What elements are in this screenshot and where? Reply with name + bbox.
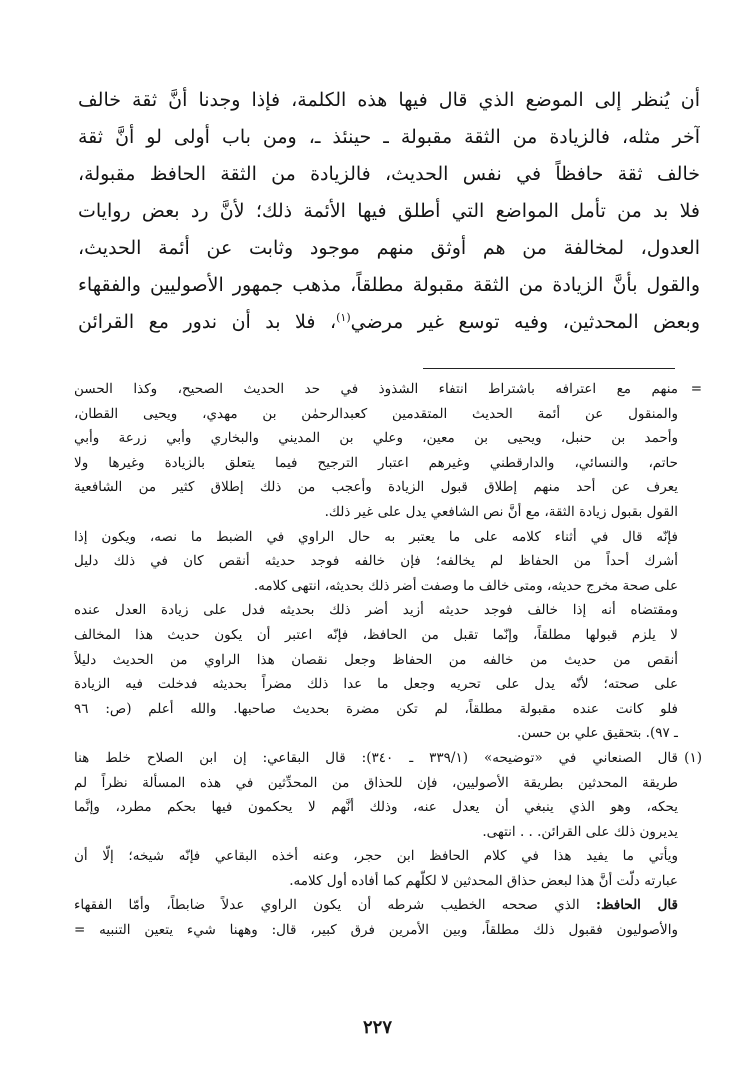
footnote-line: يحكه، وهو الذي ينبغي أن يعدل عنه، وذلك أنَّهم لا يحكمون فيها بحكم مطرد، وإنَّما	[74, 799, 678, 816]
footnote-line: على صحته؛ لأنّه يدل على تحريه وجعل ما عدا ذلك مضراً بحديثه فدخلت فيه الزيادة	[74, 676, 678, 693]
footnote-line: ويأتي ما يفيد هذا في كلام الحافظ ابن حجر، وعنه أخذه البقاعي فإنّه شيخه؛ إلّا أن	[74, 848, 678, 865]
footnote-line: قال الصنعاني في «توضيحه» (٣٣٩/١ ـ ٣٤٠): قال البقاعي: إن ابن الصلاح خلط هنا	[74, 749, 678, 766]
footnote-1	[74, 746, 702, 943]
footnote-line: والمنقول عن أئمة الحديث المتقدمين كعبدالرحمٰن بن مهدي، ويحيى القطان،	[74, 405, 678, 422]
main-line: والقول بأنَّ الزيادة من الثقة مقبولة مطلقاً، مذهب جمهور الأصوليين والفقهاء	[78, 274, 700, 296]
main-line-part: وبعض المحدثين، وفيه توسع غير مرضي	[350, 311, 700, 333]
footnote-line: القول بقبول زيادة الثقة، مع أنَّ نص الشافعي يدل على غير ذلك.	[324, 503, 678, 520]
footnote-line: عبارته دلّت أنَّ هذا لبعض حذاق المحدثين لا لكلّهم كما أفاده أول كلامه.	[289, 872, 678, 889]
speaker-label: قال الحافظ:	[595, 897, 678, 914]
footnote-line: يعرف عن أحد منهم إطلاق قبول الزيادة وأعجب من ذلك إطلاق كثير من الشافعية	[74, 479, 678, 496]
footnote-line: ـ ٩٧). بتحقيق علي بن حسن.	[517, 725, 678, 742]
main-line: آخر مثله، فالزيادة من الثقة مقبولة ـ حينئذ ـ، ومن باب أولى لو أنَّ ثقة	[78, 126, 700, 148]
footnote-separator	[423, 368, 675, 369]
footnote-line: لا يلزم قبولها مطلقاً، وإنّما تقبل من الحافظ، فإنّه اعتبر أن يكون حديث هذا المخالف	[74, 626, 678, 643]
page-number: ٢٢٧	[362, 1017, 392, 1038]
footnote-line: أنقص من حديث من خالفه من الحفاظ وجعل نقصان هذا الراوي من الحديث دليلاً	[74, 651, 678, 668]
footnote-line: أشرك أحداً من الحفاظ لم يخالفه؛ فإن خالفه فوجد حديثه أنقص كان في ذلك دليل	[74, 553, 678, 570]
main-line: فلا بد من تأمل المواضع التي أطلق فيها الأئمة ذلك؛ لأنَّ رد بعض روايات	[78, 200, 700, 222]
footnote-line: فلو كانت عنده مقبولة مطلقاً، لم تكن مضرة بحديث صاحبها. والله أعلم (ص: ٩٦	[74, 700, 678, 717]
main-line: العدول، لمخالفة من هم أوثق منهم موجود وثابت عن أئمة الحديث،	[78, 237, 700, 259]
main-text	[78, 82, 700, 341]
footnote-line: حاتم، والنسائي، والدارقطني وغيرهم اعتبار الترجيح فيما يتعلق بالزيادة وغيرها ولا	[74, 454, 678, 471]
footnote-line: فإنّه قال في أثناء كلامه على ما يعتبر به حال الراوي في الضبط ما نصه، ويكون إذا	[74, 528, 678, 545]
continuation-marker: =	[690, 381, 702, 397]
footnote-line: على صحة مخرج حديثه، ومتى خالف ما وصفت أضر ذلك بحديثه، انتهى كلامه.	[253, 577, 678, 594]
footnote-line: منهم مع اعترافه باشتراط انتفاء الشذوذ في حد الحديث الصحيح، وكذا الحسن	[74, 381, 678, 397]
footnote-number: (١)	[684, 749, 702, 766]
main-line-part: ، فلا بد أن ندور مع القرائن	[78, 311, 337, 333]
footnote-line	[74, 893, 678, 918]
footnote-reference: (١)	[336, 311, 351, 324]
main-line: أن يُنظر إلى الموضع الذي قال فيها هذه الكلمة، فإذا وجدنا أنَّ ثقة خالف	[78, 89, 700, 111]
footnote-line: والأصوليون فقبول ذلك مطلقاً، وبين الأمرين فرق كبير، قال: وههنا شيء يتعين التنبيه =	[74, 922, 678, 939]
footnote-text: الذي صححه الخطيب شرطه أن يكون الراوي عدلاً ضابطاً، وأمّا الفقهاء	[74, 897, 580, 914]
footnote-line: ومقتضاه أنه إذا خالف فوجد حديثه أزيد أضر ذلك بحديثه فدل على زيادة العدل عنده	[74, 602, 678, 619]
footnote-line: يديرون ذلك على القرائن. . . انتهى.	[482, 823, 678, 840]
footnote-continued	[74, 377, 702, 746]
footnotes	[74, 377, 702, 943]
main-line-with-reference	[78, 304, 700, 341]
main-line: خالف ثقة حافظاً في نفس الحديث، فالزيادة من الثقة الحافظ مقبولة،	[78, 163, 700, 185]
footnote-line: وأحمد بن حنبل، ويحيى بن معين، وعلي بن المديني والبخاري وأبي زرعة وأبي	[74, 430, 678, 447]
footnote-line: طريقة المحدثين بطريقة الأصوليين، فإن للحذاق من المحدِّثين في هذه المسألة نظراً لم	[74, 774, 678, 791]
